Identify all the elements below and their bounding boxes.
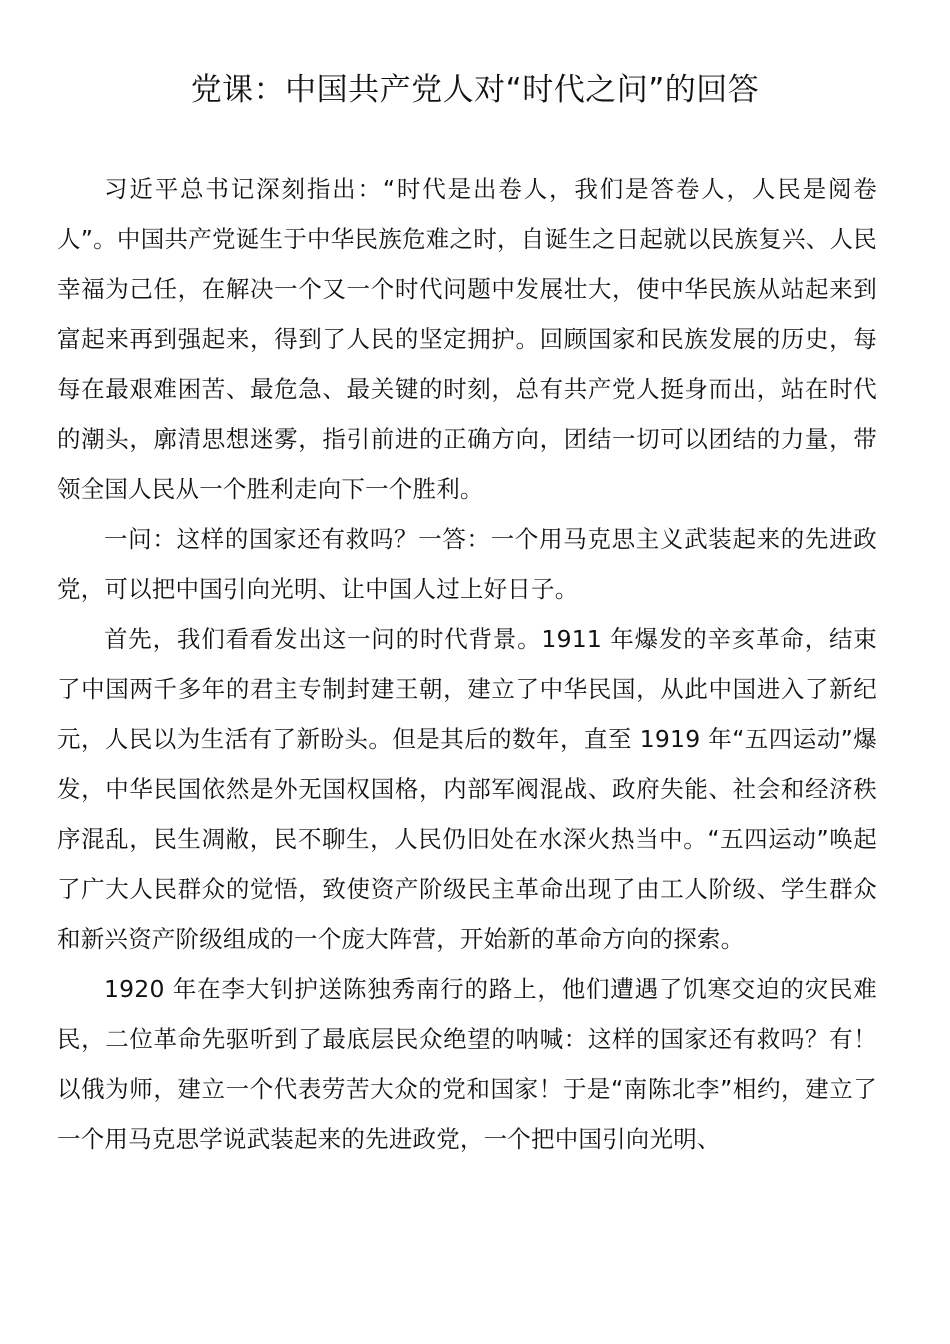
document-title: 党课：中国共产党人对“时代之问”的回答: [190, 72, 760, 108]
paragraph-intro: 习近平总书记深刻指出：“时代是出卷人，我们是答卷人，人民是阅卷人”。中国共产党诞生于中华民族危难之时，自诞生之日起就以民族复兴、人民幸福为己任，在解决一个又一个时代问题中发展壮大，使中华民族从站起来到富起来再到强起来，得到了人民的坚定拥护。回顾国家和民族发展的历史，每每在最艰难困苦、最危急、最关键的时刻，总有共产党人挺身而出，站在时代的潮头，廓清思想迷雾，指引前进的正确方向，团结一切可以团结的力量，带领全国人民从一个胜利走向下一个胜利。: [57, 175, 877, 503]
paragraph-question-one: 一问：这样的国家还有救吗？一答：一个用马克思主义武装起来的先进政党，可以把中国引向光明、让中国人过上好日子。: [57, 525, 877, 603]
paragraph-1920: 1920 年在李大钊护送陈独秀南行的路上，他们遭遇了饥寒交迫的灾民难民，二位革命先驱听到了最底层民众绝望的呐喊：这样的国家还有救吗？有！以俄为师，建立一个代表劳苦大众的党和国家！于是“南陈北李”相约，建立了一个用马克思学说武装起来的先进政党，一个把中国引向光明、: [57, 975, 877, 1153]
document-body: [57, 164, 877, 1164]
paragraph-background: 首先，我们看看发出这一问的时代背景。1911 年爆发的辛亥革命，结束了中国两千多年的君主专制封建王朝，建立了中华民国，从此中国进入了新纪元，人民以为生活有了新盼头。但是其后的数年，直至 1919 年“五四运动”爆发，中华民国依然是外无国权国格，内部军阀混战、政府失能、社会和经济秩序混乱，民生凋敝，民不聊生，人民仍旧处在水深火热当中。“五四运动”唤起了广大人民群众的觉悟，致使资产阶级民主革命出现了由工人阶级、学生群众和新兴资产阶级组成的一个庞大阵营，开始新的革命方向的探索。: [57, 625, 877, 953]
